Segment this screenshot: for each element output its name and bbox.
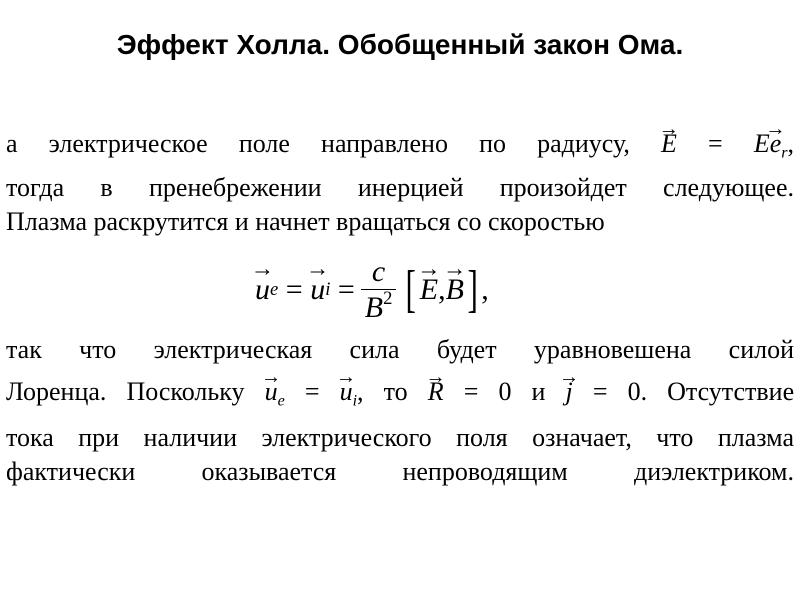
- text-line-7: фактически оказывается непроводящим диэлектриком.: [6, 457, 794, 486]
- inline-formula-R-zero: → R = 0: [428, 377, 512, 406]
- text-line-4: так что электрическая сила будет уравновешена силой: [6, 335, 794, 364]
- inline-formula-E-field: → $E = E\to e_r$,: [661, 129, 794, 158]
- text-line-6: тока при наличии электрического поля означает, что плазма: [6, 423, 794, 452]
- display-formula-velocity: → u e = → u i = $\frac{c}{B^2}$ [ → E , → B ] ,: [255, 250, 489, 330]
- inline-formula-j-zero: → j = 0: [566, 377, 641, 406]
- line-5-part-d: . Отсутствие: [640, 377, 795, 406]
- text-line-2: тогда в пренебрежении инерцией произойдет следующее.: [6, 173, 794, 202]
- line-1-text: а электрическое поле направлено по радиусу,: [6, 129, 630, 158]
- line-5-part-a: Лоренца. Поскольку: [6, 377, 245, 406]
- fraction-c-over-B2: $\frac{c}{B^2}$: [361, 255, 397, 326]
- text-line-1: [6, 128, 794, 160]
- inline-formula-ue-ui: → $u_e$ = → $u_i$: [265, 377, 357, 406]
- text-line-3: Плазма раскрутится и начнет вращаться со скоростью: [6, 207, 605, 236]
- line-5-part-c: и: [531, 377, 546, 406]
- text-line-5: [6, 376, 794, 408]
- line-5-part-b: , то: [357, 377, 408, 406]
- slide-title: Эффект Холла. Обобщенный закон Ома.: [116, 29, 684, 60]
